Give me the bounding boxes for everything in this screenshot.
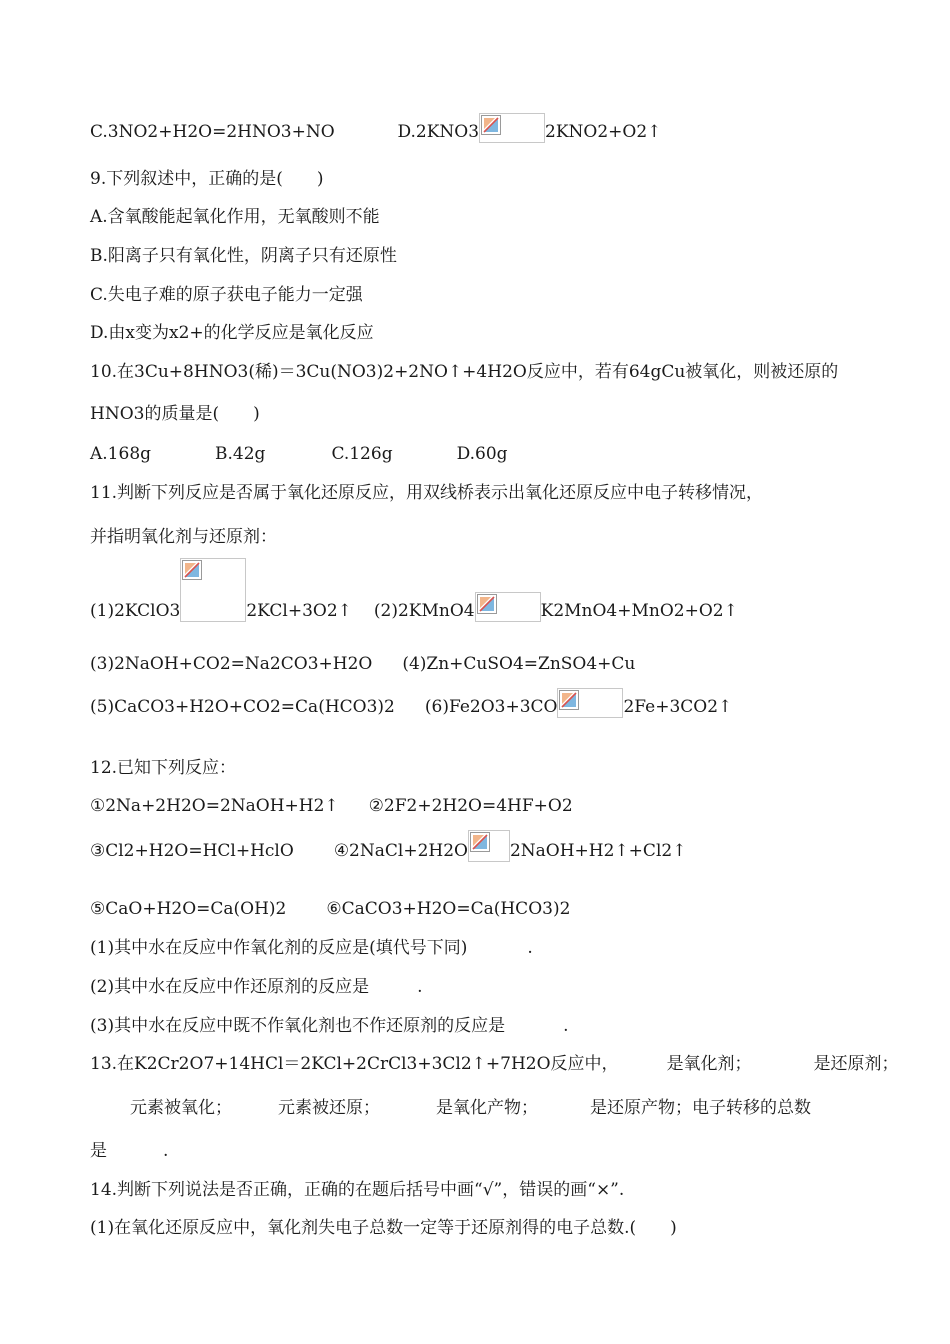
- broken-image-icon: [182, 560, 202, 580]
- answer-blank-period: .: [417, 977, 423, 997]
- q11-r1-left: (1)2KClO3: [90, 601, 181, 621]
- broken-image-icon: [477, 594, 497, 614]
- q11-r2-right: K2MnO4+MnO2+O2↑: [540, 601, 738, 621]
- q8-options-row: [90, 113, 890, 143]
- q13-oxidized-label: 元素被氧化；: [130, 1098, 232, 1118]
- q13-total-label: 是: [90, 1141, 107, 1161]
- q9-option-b: B.阳离子只有氧化性，阴离子只有还原性: [90, 246, 397, 266]
- q8-option-d-left: D.2KNO3: [397, 122, 480, 142]
- q12-sub1-text: (1)其中水在反应中作氧化剂的反应是(填代号下同): [90, 938, 468, 958]
- q12-sub3-text: (3)其中水在反应中既不作氧化剂也不作还原剂的反应是: [90, 1016, 506, 1036]
- reaction-condition-image: [468, 830, 510, 862]
- q12-r4-right: 2NaOH+H2↑+Cl2↑: [509, 841, 687, 861]
- q10-stem-line1: 10.在3Cu+8HNO3(稀)＝3Cu(NO3)2+2NO↑+4H2O反应中，若有64gCu被氧化，则被还原的: [90, 362, 839, 382]
- q13-red-product-label: 是还原产物；电子转移的总数: [590, 1098, 811, 1118]
- q12-sub2-text: (2)其中水在反应中作还原剂的反应是: [90, 977, 370, 997]
- q13-reductant-label: 是还原剂；: [813, 1054, 899, 1074]
- q11-reactions-row3: [90, 688, 890, 718]
- q13-row3: [90, 1140, 890, 1162]
- q12-sub1: [90, 937, 890, 959]
- reaction-condition-image: [557, 688, 623, 718]
- q12-sub3: [90, 1015, 890, 1037]
- broken-image-icon: [559, 690, 579, 710]
- q9-option-d: D.由x变为x2+的化学反应是氧化反应: [90, 323, 374, 343]
- q10-option-d: D.60g: [456, 444, 508, 464]
- q10-options-row: [90, 443, 890, 465]
- broken-image-icon: [470, 832, 490, 852]
- q10-option-a: A.168g: [90, 444, 152, 464]
- q12-reactions-row1: [90, 795, 890, 817]
- answer-blank-period: .: [527, 938, 533, 958]
- q13-stem-row: [90, 1053, 899, 1075]
- q11-r4: (4)Zn+CuSO4=ZnSO4+Cu: [402, 654, 636, 674]
- q13-oxidant-label: 是氧化剂；: [666, 1054, 752, 1074]
- q8-option-c: C.3NO2+H2O=2HNO3+NO: [90, 122, 335, 142]
- q13-reduced-label: 元素被还原；: [278, 1098, 380, 1118]
- answer-blank-period: .: [163, 1141, 169, 1161]
- q11-stem-line2: 并指明氧化剂与还原剂：: [90, 527, 277, 547]
- answer-blank-period: .: [563, 1016, 569, 1036]
- q11-r6-right: 2Fe+3CO2↑: [623, 697, 733, 717]
- q12-r6: ⑥CaCO3+H2O=Ca(HCO3)2: [326, 899, 571, 919]
- q13-stem: 13.在K2Cr2O7+14HCl＝2KCl+2CrCl3+3Cl2↑+7H2O反应中，: [90, 1054, 619, 1074]
- q14-stem: 14.判断下列说法是否正确，正确的在题后括号中画“√”，错误的画“×”.: [90, 1180, 625, 1200]
- q10-stem-line2: HNO3的质量是( ): [90, 404, 260, 424]
- q9-stem: 9.下列叙述中，正确的是( ): [90, 169, 324, 189]
- q11-r3: (3)2NaOH+CO2=Na2CO3+H2O: [90, 654, 373, 674]
- q13-row2: [130, 1097, 890, 1119]
- q11-r6-left: (6)Fe2O3+3CO: [424, 697, 558, 717]
- q14-sub1: (1)在氧化还原反应中，氧化剂失电子总数一定等于还原剂得的电子总数.( ): [90, 1218, 677, 1238]
- q9-option-a: A.含氧酸能起氧化作用，无氧酸则不能: [90, 207, 380, 227]
- q10-option-b: B.42g: [215, 444, 266, 464]
- reaction-condition-image: [479, 113, 545, 143]
- q11-stem-line1: 11.判断下列反应是否属于氧化还原反应，用双线桥表示出氧化还原反应中电子转移情况，: [90, 483, 764, 503]
- q13-ox-product-label: 是氧化产物；: [436, 1098, 538, 1118]
- q12-r2: ②2F2+2H2O=4HF+O2: [368, 796, 573, 816]
- q11-r2-left: (2)2KMnO4: [373, 601, 475, 621]
- q11-reactions-row1: [90, 558, 890, 622]
- broken-image-icon: [481, 115, 501, 135]
- q9-option-c: C.失电子难的原子获电子能力一定强: [90, 285, 363, 305]
- reaction-condition-image: [475, 592, 541, 622]
- q10-option-c: C.126g: [331, 444, 393, 464]
- q12-reactions-row3: [90, 898, 890, 920]
- q12-r1: ①2Na+2H2O=2NaOH+H2↑: [90, 796, 339, 816]
- q11-reactions-row2: [90, 653, 890, 675]
- q11-r5: (5)CaCO3+H2O+CO2=Ca(HCO3)2: [90, 697, 395, 717]
- reaction-condition-image: [180, 558, 246, 622]
- q12-r4-left: ④2NaCl+2H2O: [333, 841, 468, 861]
- q12-reactions-row2: [90, 830, 890, 862]
- q12-stem: 12.已知下列反应：: [90, 758, 237, 778]
- q12-r5: ⑤CaO+H2O=Ca(OH)2: [90, 899, 287, 919]
- q12-r3: ③Cl2+H2O=HCl+HclO: [90, 841, 294, 861]
- q8-option-d-right: 2KNO2+O2↑: [545, 122, 662, 142]
- q12-sub2: [90, 976, 890, 998]
- q11-r1-right: 2KCl+3O2↑: [246, 601, 352, 621]
